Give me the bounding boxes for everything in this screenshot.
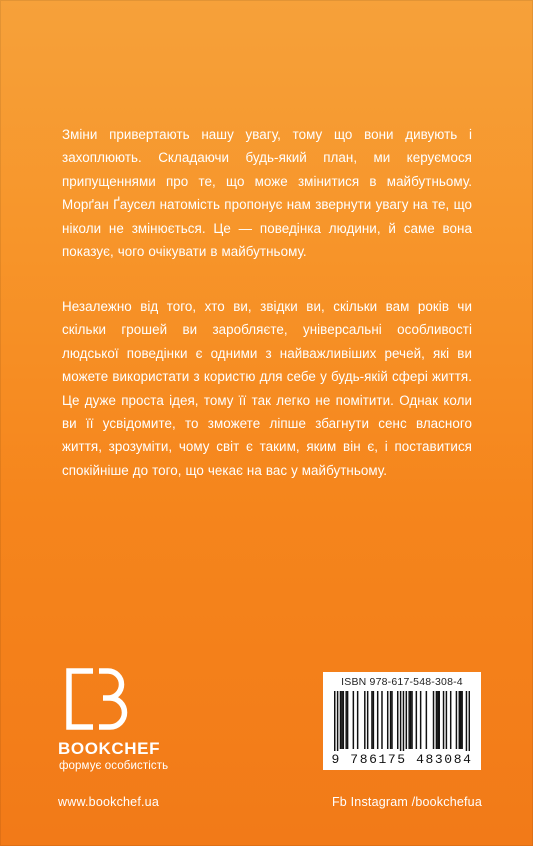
barcode-bar xyxy=(406,691,407,749)
publisher-name: BOOKCHEF xyxy=(58,739,161,758)
barcode-bar xyxy=(390,691,391,749)
publisher-social: Fb Instagram /bookchefua xyxy=(331,795,482,809)
isbn-barcode xyxy=(323,672,481,770)
description-paragraph-2: Незалежно від того, хто ви, звідки ви, скільки вам років чи скільки грошей ви заробляєте, універсальні особливості людської поведінки є одними з найважливіших речей, які ви можете використати з користю для себе у будь-якій сфері життя. Це дуже проста ідея, тому її так легко не помітити. Однак коли ви її усвідомите, то зможете ліпше збагнути сенс власного життя, зрозуміти, чому світ є таким, яким він є, і поставитися спокійніше до того, що чекає на вас у майбутньому. xyxy=(62,299,472,478)
publisher-tagline: формує особистість xyxy=(59,760,169,772)
barcode-bar xyxy=(345,691,346,749)
barcode-bar xyxy=(340,691,341,749)
barcode-bar xyxy=(443,691,444,749)
barcode-bar xyxy=(461,691,462,749)
barcode-bar xyxy=(341,691,342,749)
publisher-website: www.bookchef.ua xyxy=(58,795,159,809)
barcode-bar xyxy=(357,691,358,749)
barcode-bar xyxy=(466,691,467,751)
barcode-bar xyxy=(391,691,392,749)
barcode-bar xyxy=(371,691,372,749)
barcode-bar xyxy=(437,691,438,749)
barcode-icon xyxy=(334,691,470,751)
barcode-bar xyxy=(456,691,457,749)
barcode-bar xyxy=(337,691,338,751)
barcode-bar xyxy=(433,691,434,749)
bookchef-logo-icon xyxy=(66,668,128,730)
barcode-bar xyxy=(343,691,344,749)
barcode-bar xyxy=(411,691,412,749)
barcode-bar xyxy=(373,691,374,749)
barcode-bar xyxy=(387,691,388,749)
description-paragraph-1: Зміни привертають нашу увагу, тому що вони дивують і захоплюють. Складаючи будь-який план, ми керуємося припущеннями про те, що може змінитися в майбутньому. Морґан Ґаусел натомість пропонує нам звернути увагу на те, що ніколи не змінюється. Це — поведінка людини, й саме вона показує, чого очікувати в майбутньому. xyxy=(62,127,472,260)
barcode-digits: 9 786175 483084 xyxy=(331,752,473,767)
barcode-bar xyxy=(408,691,409,749)
barcode-bar xyxy=(400,691,401,751)
barcode-bar xyxy=(459,691,460,749)
barcode-bar xyxy=(381,691,382,749)
barcode-bar xyxy=(367,691,368,749)
barcode-bar xyxy=(364,691,365,749)
barcode-bar xyxy=(377,691,378,749)
barcode-bar xyxy=(450,691,451,749)
barcode-bar xyxy=(420,691,421,749)
barcode-bar xyxy=(439,691,440,749)
barcode-bar xyxy=(469,691,470,751)
barcode-bar xyxy=(446,691,447,749)
barcode-bar xyxy=(397,691,398,749)
isbn-label: ISBN 978-617-548-308-4 xyxy=(341,676,463,688)
barcode-bar xyxy=(426,691,427,749)
barcode-bar xyxy=(410,691,411,749)
barcode-bar xyxy=(334,691,335,751)
barcode-bar xyxy=(460,691,461,749)
barcode-bar xyxy=(347,691,348,749)
barcode-bar xyxy=(416,691,417,749)
barcode-bar xyxy=(353,691,354,749)
barcode-bar xyxy=(436,691,437,749)
barcode-bar xyxy=(403,691,404,751)
